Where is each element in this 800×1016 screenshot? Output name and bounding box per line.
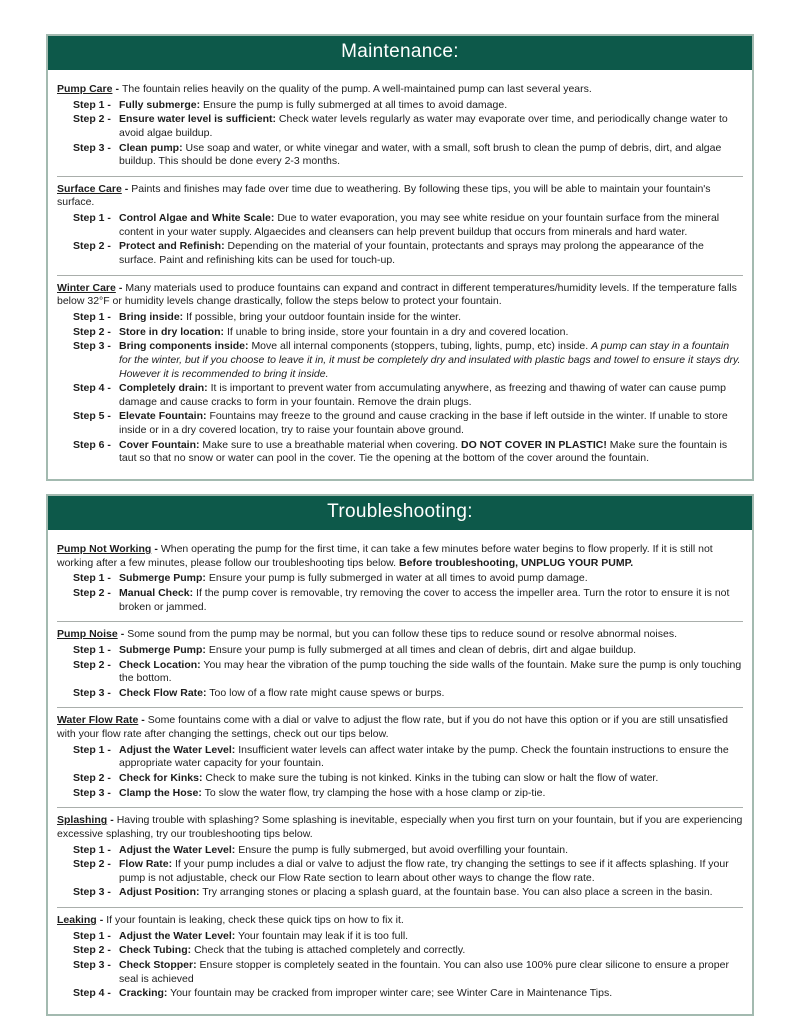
step-text: Ensure your pump is fully submerged in water at all times to avoid pump damage.: [208, 572, 588, 585]
maintenance-title: Maintenance:: [341, 41, 459, 62]
step-text: Check that the tubing is attached completely and correctly.: [194, 944, 466, 957]
troubleshooting-title: Troubleshooting:: [327, 501, 473, 523]
topic-surface-care: [57, 183, 743, 268]
topic-divider: [57, 176, 743, 177]
step: [73, 311, 743, 325]
step: [73, 687, 743, 701]
topic-divider: [57, 907, 743, 908]
step-text: Your fountain may leak if it is too full.: [238, 929, 409, 942]
step-number: Step 5 -: [73, 410, 111, 423]
heading-separator: -: [110, 814, 114, 827]
topic-intro-line: [57, 282, 743, 309]
step-number: Step 3 -: [73, 786, 111, 799]
step-number: Step 2 -: [73, 113, 111, 126]
topic-heading: Pump Care: [57, 83, 113, 95]
step-text: Move all internal components (stoppers, tubing, lights, pump, etc) inside.: [251, 340, 589, 353]
topic-intro-text: Some fountains come with a dial or valve to adjust the flow rate, but if you do not have this option or if you are still unsatisfied with your flow rate after changing the settings, check out our tips below.: [57, 714, 728, 741]
topic-intro-line: [57, 183, 743, 210]
step-number: Step 2 -: [73, 944, 111, 957]
step: [73, 886, 743, 900]
step-text: Ensure stopper is completely seated in the fountain. You can also use 100% pure clear silicone to ensure a proper seal is achieved: [119, 959, 729, 985]
heading-separator: -: [118, 281, 123, 294]
step-number: Step 1 -: [73, 212, 111, 225]
step: [73, 787, 743, 801]
topic-pump-noise: [57, 628, 743, 700]
step-label: Store in dry location:: [119, 325, 225, 338]
step: [73, 744, 743, 771]
heading-separator: -: [115, 83, 119, 95]
step-number: Step 2 -: [73, 858, 111, 871]
step-text: You may hear the vibration of the pump touching the side walls of the fountain. Make sure the pump is only touching the bottom.: [119, 658, 742, 685]
topic-divider: [57, 807, 743, 808]
step: [73, 587, 743, 614]
step-number: Step 3 -: [73, 340, 111, 353]
step-number: Step 1 -: [73, 310, 111, 323]
step-label: Clamp the Hose:: [119, 786, 202, 799]
step-label: Flow Rate:: [119, 858, 173, 871]
step-number: Step 1 -: [73, 743, 111, 756]
step-text-2: Make sure the fountain is taut so that no snow or water can pool in the cover. Tie the opening at the bottom of the cover around the fountain.: [119, 438, 728, 465]
step-text: Make sure to use a breathable material when covering.: [202, 438, 459, 451]
topic-intro-line: [57, 83, 743, 97]
step: [73, 212, 743, 239]
topic-intro-line: [57, 543, 743, 570]
step-text: If possible, bring your outdoor fountain inside for the winter.: [186, 310, 462, 323]
step-text: Use soap and water, or white vinegar and water, with a small, soft brush to clean the pump of debris, dirt, and algae buildup. This should be done every 2-3 months.: [119, 141, 722, 168]
step: [73, 99, 743, 113]
step-label: Bring components inside:: [119, 340, 249, 353]
topic-intro-text: If your fountain is leaking, check these quick tips on how to fix it.: [106, 914, 404, 927]
step-text: Check to make sure the tubing is not kinked. Kinks in the tubing can slow or halt the flow of water.: [205, 771, 659, 784]
step-label: Check Stopper:: [119, 959, 197, 972]
topic-intro-text: Many materials used to produce fountains can expand and contract in different temperatures/humidity levels. If the temperature falls below 32°F or humidity levels change drastically, follow the steps below to protect your fountain.: [57, 281, 737, 308]
step-number: Step 2 -: [73, 658, 111, 671]
step: [73, 987, 743, 1001]
heading-separator: -: [154, 543, 158, 556]
topic-heading: Splashing: [57, 814, 108, 827]
maintenance-section: [46, 34, 754, 481]
maintenance-body: [48, 70, 752, 479]
topic-intro-text: When operating the pump for the first time, it can take a few minutes before water begins to flow properly. If it is still not working after a few minutes, please follow our troubleshooting tips below.: [57, 543, 713, 569]
step-label: Cracking:: [119, 987, 168, 1000]
step-text: Ensure the pump is fully submerged, but avoid overfilling your fountain.: [238, 843, 568, 856]
step-label: Check for Kinks:: [119, 771, 203, 784]
step: [73, 659, 743, 686]
topic-intro-bold: Before troubleshooting, UNPLUG YOUR PUMP.: [399, 556, 634, 569]
step: [73, 644, 743, 658]
step-text: Due to water evaporation, you may see white residue on your fountain surface from the mineral content in your water supply. Algaecides and cleansers can help prevent buildup that occurs from minerals and hard water.: [119, 212, 720, 238]
step-label: Submerge Pump:: [119, 572, 206, 585]
heading-separator: -: [124, 182, 129, 195]
heading-separator: -: [99, 914, 104, 927]
step-label: Ensure water level is sufficient:: [119, 113, 276, 126]
step-number: Step 2 -: [73, 586, 111, 599]
step: [73, 572, 743, 586]
topic-divider: [57, 707, 743, 708]
topic-intro-text: Having trouble with splashing? Some splashing is inevitable, especially when you first turn on your fountain, but if you are experiencing excessive splashing, try our troubleshooting tips below.: [57, 814, 743, 840]
step-text: If your pump includes a dial or valve to adjust the flow rate, try changing the settings to see if it affects splashing. If your pump is not adjustable, check our Flow Rate section to learn about other ways to change the flow rate.: [119, 858, 729, 884]
step-text: Insufficient water levels can affect water intake by the pump. Check the fountain instructions to ensure the appropriate water capacity for your fountain.: [119, 743, 729, 770]
topic-divider: [57, 621, 743, 622]
step-label: Bring inside:: [119, 310, 184, 323]
step-text: Too low of a flow rate might cause spews or burps.: [209, 686, 445, 699]
step-label: Manual Check:: [119, 586, 194, 599]
troubleshooting-header: [48, 496, 752, 530]
step-text: It is important to prevent water from accumulating anywhere, as freezing and thawing of water can cause pump damage and cause cracks to form in your fountain. Remove the drain plugs.: [119, 382, 726, 408]
step-label: Adjust the Water Level:: [119, 843, 236, 856]
step-number: Step 1 -: [73, 843, 111, 856]
topic-heading: Water Flow Rate: [57, 714, 139, 727]
step-text: Fountains may freeze to the ground and cause cracking in the base if left outside in the winter. If unable to store inside or in a dry covered location, try to raise your fountain above ground.: [119, 410, 728, 437]
step-text: Try arranging stones or placing a splash guard, at the fountain base. You can also place a screen in the basin.: [202, 886, 713, 899]
step-text: Depending on the material of your fountain, protectants and sprays may prolong the appearance of the surface. Paint and refinishing kits can be used for touch-up.: [119, 240, 704, 267]
troubleshooting-body: [48, 530, 752, 1014]
step-number: Step 2 -: [73, 771, 111, 784]
topic-heading: Surface Care: [57, 182, 122, 195]
step-text-italic: A pump can stay in a fountain for the winter, but if you choose to leave it in, it must be completely dry and insulated with plastic bags and towel to ensure it stays dry. However it is recommended to bring it inside.: [119, 340, 741, 380]
topic-divider: [57, 275, 743, 276]
step-label: Submerge Pump:: [119, 643, 206, 656]
step-label: Check Tubing:: [119, 944, 192, 957]
topic-heading: Pump Noise: [57, 628, 118, 641]
step-label: Cover Fountain:: [119, 438, 200, 451]
step-number: Step 6 -: [73, 438, 111, 451]
step: [73, 930, 743, 944]
topic-leaking: [57, 914, 743, 1001]
topic-splashing: [57, 814, 743, 900]
step: [73, 772, 743, 786]
step-number: Step 3 -: [73, 959, 111, 972]
maintenance-header: [48, 36, 752, 70]
topic-intro-line: [57, 914, 743, 928]
step-number: Step 3 -: [73, 886, 111, 899]
step-label: Elevate Fountain:: [119, 410, 207, 423]
topic-heading: Winter Care: [57, 281, 116, 294]
step-number: Step 2 -: [73, 325, 111, 338]
topic-heading: Leaking: [57, 914, 97, 927]
topic-intro-text: The fountain relies heavily on the quality of the pump. A well-maintained pump can last several years.: [121, 83, 592, 95]
step: [73, 844, 743, 858]
step: [73, 326, 743, 340]
topic-pump-not-working: [57, 543, 743, 614]
step-number: Step 1 -: [73, 572, 111, 585]
step-text: To slow the water flow, try clamping the hose with a hose clamp or zip-tie.: [204, 786, 546, 799]
topic-intro-line: [57, 814, 743, 841]
step-text: Ensure the pump is fully submerged at all times to avoid damage.: [203, 98, 508, 111]
step: [73, 113, 743, 140]
step-number: Step 3 -: [73, 141, 111, 154]
step-number: Step 1 -: [73, 643, 111, 656]
step: [73, 439, 743, 466]
step-text: Your fountain may be cracked from improper winter care; see Winter Care in Maintenance Tips.: [170, 987, 613, 1000]
step-label: Adjust Position:: [119, 886, 200, 899]
step-label: Fully submerge:: [119, 98, 201, 111]
step-text: If the pump cover is removable, try removing the cover to access the impeller area. Turn the rotor to ensure it is not broken or jammed.: [119, 586, 730, 613]
step-number: Step 3 -: [73, 686, 111, 699]
step-label: Completely drain:: [119, 382, 208, 395]
step-text: Ensure your pump is fully submerged at all times and clean of debris, dirt and algae buildup.: [208, 643, 637, 656]
topic-heading: Pump Not Working: [57, 543, 152, 556]
step-text-bold: DO NOT COVER IN PLASTIC!: [460, 438, 607, 451]
heading-separator: -: [141, 714, 145, 727]
step-text: Check water levels regularly as water may evaporate over time, and periodically change water to avoid algae buildup.: [119, 113, 728, 139]
topic-intro-line: [57, 714, 743, 741]
step: [73, 944, 743, 958]
step: [73, 959, 743, 986]
step-number: Step 2 -: [73, 240, 111, 253]
step-label: Control Algae and White Scale:: [119, 212, 275, 225]
topic-winter-care: [57, 282, 743, 466]
step-label: Protect and Refinish:: [119, 240, 225, 253]
step-label: Adjust the Water Level:: [119, 929, 236, 942]
topic-intro-line: [57, 628, 743, 642]
step-number: Step 1 -: [73, 98, 111, 111]
step-number: Step 4 -: [73, 987, 111, 1000]
troubleshooting-section: [46, 494, 754, 1016]
step: [73, 340, 743, 381]
topic-intro-text: Some sound from the pump may be normal, but you can follow these tips to reduce sound or resolve abnormal noises.: [127, 628, 677, 641]
step-label: Check Flow Rate:: [119, 686, 207, 699]
step: [73, 240, 743, 267]
step: [73, 382, 743, 409]
step-label: Check Location:: [119, 658, 201, 671]
step: [73, 410, 743, 437]
step-number: Step 1 -: [73, 929, 111, 942]
step-text: If unable to bring inside, store your fountain in a dry and covered location.: [226, 325, 569, 338]
step: [73, 142, 743, 169]
topic-intro-text: Paints and finishes may fade over time due to weathering. By following these tips, you will be able to maintain your fountain's surface.: [57, 182, 711, 209]
topic-pump-care: [57, 83, 743, 169]
topic-water-flow-rate: [57, 714, 743, 800]
step-label: Clean pump:: [119, 141, 183, 154]
step: [73, 858, 743, 885]
step-label: Adjust the Water Level:: [119, 743, 236, 756]
step-number: Step 4 -: [73, 382, 111, 395]
heading-separator: -: [120, 628, 125, 641]
